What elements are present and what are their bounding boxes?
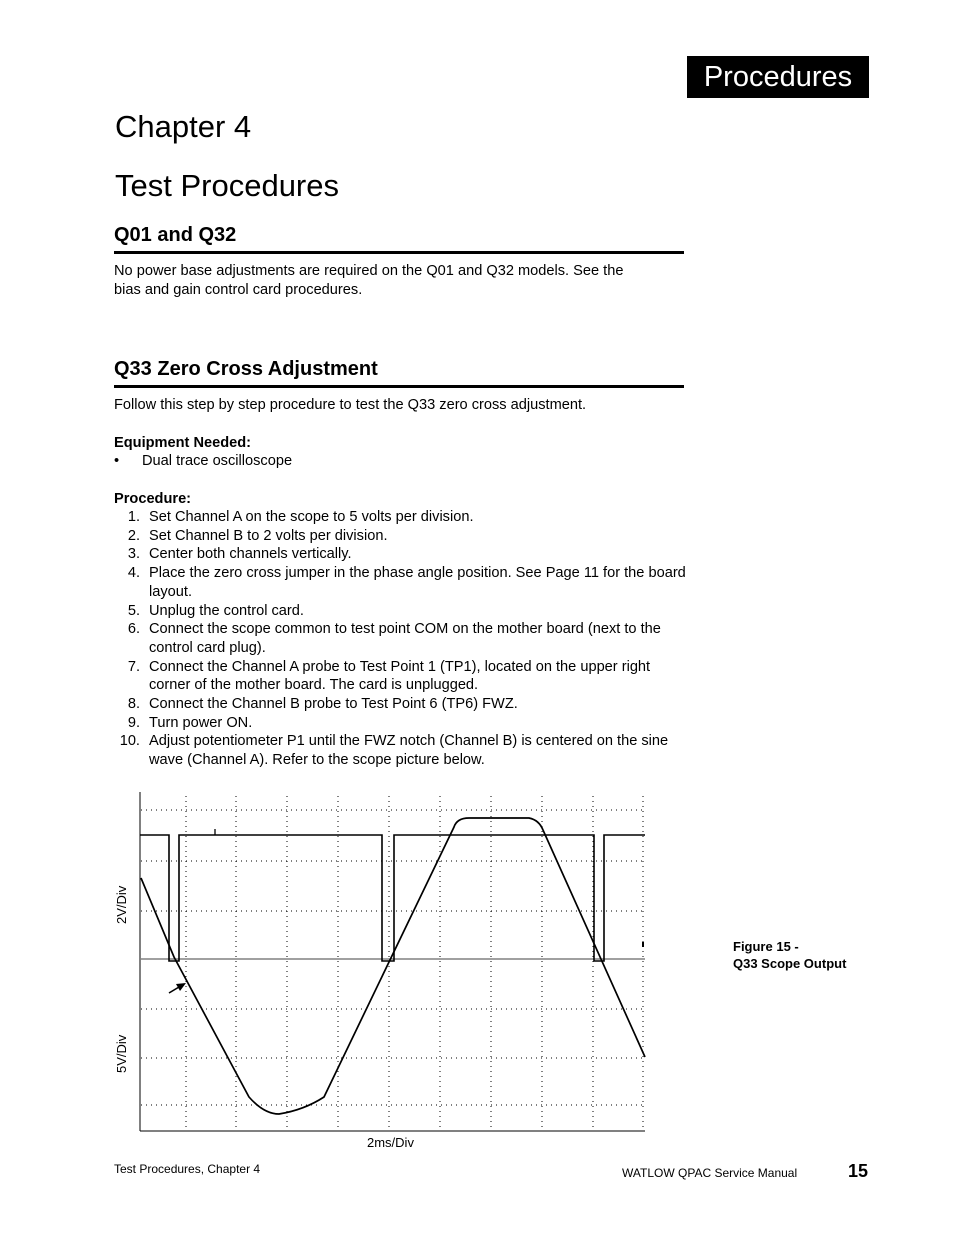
figure-caption-line: Q33 Scope Output — [733, 956, 847, 971]
procedure-step: 1. Set Channel A on the scope to 5 volts per division. — [127, 509, 474, 525]
section2-intro: Follow this step by step procedure to test the Q33 zero cross adjustment. — [114, 397, 587, 413]
footer-left: Test Procedures, Chapter 4 — [114, 1162, 261, 1176]
equipment-heading: Equipment Needed: — [114, 435, 252, 451]
footer-right: WATLOW QPAC Service Manual — [622, 1166, 798, 1180]
y-axis-label-bottom: 5V/Div — [114, 1034, 129, 1073]
procedure-step: 3. Center both channels vertically. — [127, 546, 352, 563]
procedure-step: 8. Connect the Channel B probe to Test Point 6 (TP6) FWZ. — [127, 696, 518, 713]
page-number: 15 — [848, 1161, 869, 1181]
section-heading-q01-q32: Q01 and Q32 — [114, 224, 237, 246]
equipment-item-text: Dual trace oscilloscope — [142, 453, 293, 469]
section1-text — [114, 262, 684, 300]
section1-text-line: No power base adjustments are required on the Q01 and Q32 models. See the — [114, 263, 624, 279]
procedure-step: 6. Connect the scope common to test point COM on the mother board (next to the control card plug). — [127, 621, 661, 656]
arrow-icon — [169, 983, 186, 993]
figure-caption — [733, 938, 846, 972]
procedure-step: 2. Set Channel B to 2 volts per division. — [127, 527, 388, 544]
y-axis-label-top: 2V/Div — [114, 885, 129, 924]
bullet: • — [114, 453, 120, 469]
scope-grid — [141, 796, 645, 1130]
procedure-steps — [114, 508, 694, 770]
procedure-step: 10. Adjust potentiometer P1 until the FWZ notch (Channel B) is centered on the sine wave (Channel A). Refer to the scope picture below. — [119, 733, 669, 769]
section-heading-q33: Q33 Zero Cross Adjustment — [114, 358, 378, 380]
chapter-label: Chapter 4 — [115, 109, 252, 144]
procedure-step: 5. Unplug the control card. — [127, 602, 304, 619]
section-rule — [114, 251, 684, 254]
figure-caption-line: Figure 15 - — [733, 939, 799, 954]
channel-b-fwz-trace — [140, 835, 645, 961]
x-axis-label: 2ms/Div — [367, 1135, 414, 1150]
procedure-step: 9. Turn power ON. — [127, 714, 253, 731]
section1-text-line: bias and gain control card procedures. — [114, 282, 363, 298]
scope-trace-figure — [139, 792, 647, 1132]
equipment-item — [114, 452, 292, 471]
procedure-heading: Procedure: — [114, 491, 192, 507]
procedure-step: 4. Place the zero cross jumper in the phase angle position. See Page 11 for the board layout. — [127, 565, 686, 600]
section-tab: Procedures — [687, 56, 869, 98]
section-rule — [114, 385, 684, 388]
procedure-step: 7. Connect the Channel A probe to Test Point 1 (TP1), located on the upper right corner of the mother board. The card is unplugged. — [127, 658, 651, 694]
channel-a-sine-trace — [141, 818, 645, 1114]
page-title: Test Procedures — [115, 168, 339, 203]
